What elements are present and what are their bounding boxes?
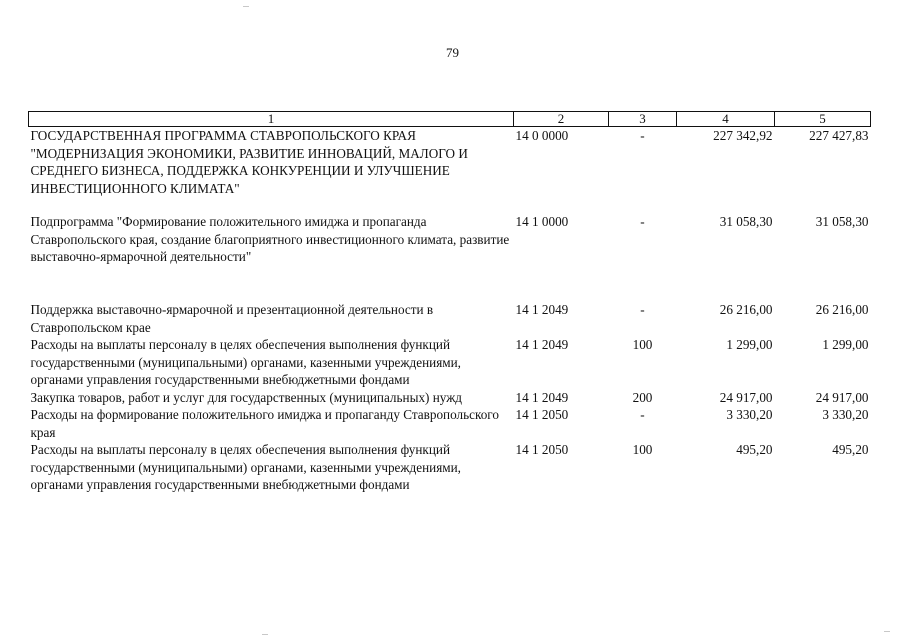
row-name: Расходы на формирование положительного имиджа и пропаганду Ставропольского края: [30, 407, 499, 440]
row-value-year2: 24 917,00: [815, 389, 869, 405]
col-header-4: 4: [677, 112, 775, 127]
table-row: [29, 127, 871, 214]
table-row: [29, 389, 871, 407]
row-expense-type: -: [640, 128, 645, 143]
table-row: [29, 441, 871, 494]
table-body: [29, 127, 871, 494]
row-value-year2: 495,20: [832, 442, 869, 457]
row-expense-type: 100: [632, 442, 653, 457]
row-name: Расходы на выплаты персоналу в целях обеспечения выполнения функций государственными (муниципальными) органами, казенными учреждениями, органами управления государственными внебюджетными фондами: [30, 337, 461, 387]
row-name: Расходы на выплаты персоналу в целях обеспечения выполнения функций государственными (муниципальными) органами, казенными учреждениями, органами управления государственными внебюджетными фондами: [30, 442, 461, 492]
row-value-year1: 26 216,00: [719, 302, 773, 317]
row-value-year1: 24 917,00: [719, 389, 773, 405]
row-value-year1: 227 342,92: [713, 128, 773, 143]
row-expense-type: 200: [632, 389, 653, 405]
page-number: 79: [446, 45, 459, 60]
row-code: 14 1 2049: [515, 337, 569, 352]
row-code: 14 1 0000: [515, 214, 569, 229]
row-name: Поддержка выставочно-ярмарочной и презентационной деятельности в Ставропольском крае: [30, 302, 434, 335]
col-header-3: 3: [609, 112, 677, 127]
header-row: [29, 112, 871, 127]
col-header-1: 1: [29, 112, 514, 127]
row-code: 14 1 2049: [515, 389, 569, 405]
row-value-year1: 1 299,00: [726, 337, 773, 352]
scan-mark: [262, 634, 268, 635]
budget-table: [28, 111, 871, 494]
col-header-2: 2: [514, 112, 609, 127]
table-row: [29, 213, 871, 301]
row-name: Закупка товаров, работ и услуг для государственных (муниципальных) нужд: [30, 389, 463, 405]
row-name: ГОСУДАРСТВЕННАЯ ПРОГРАММА СТАВРОПОЛЬСКОГО КРАЯ "МОДЕРНИЗАЦИЯ ЭКОНОМИКИ, РАЗВИТИЕ ИННОВАЦИЙ, МАЛОГО И СРЕДНЕГО БИЗНЕСА, ПОДДЕРЖКА КОНКУРЕНЦИИ И УЛУЧШЕНИЕ ИНВЕСТИЦИОННОГО КЛИМАТА": [30, 128, 468, 196]
row-value-year1: 3 330,20: [726, 407, 773, 422]
table-row: [29, 336, 871, 389]
table-row: [29, 406, 871, 441]
scan-mark: [884, 631, 890, 632]
row-value-year2: 26 216,00: [815, 302, 869, 317]
row-expense-type: -: [640, 214, 645, 229]
row-expense-type: -: [640, 407, 645, 422]
row-code: 14 1 2049: [515, 302, 569, 317]
row-value-year1: 31 058,30: [719, 214, 773, 229]
row-value-year1: 495,20: [736, 442, 773, 457]
row-code: 14 0 0000: [515, 128, 569, 143]
col-header-5: 5: [775, 112, 871, 127]
row-expense-type: -: [640, 302, 645, 317]
row-name: Подпрограмма "Формирование положительного имиджа и пропаганда Ставропольского края, создание благоприятного инвестиционного климата, развитие выставочно-ярмарочной деятельности": [30, 214, 510, 264]
row-expense-type: 100: [632, 337, 653, 352]
row-value-year2: 1 299,00: [822, 337, 869, 352]
row-value-year2: 227 427,83: [809, 128, 869, 143]
scan-mark: [243, 6, 249, 7]
row-value-year2: 31 058,30: [815, 214, 869, 229]
table-header: [29, 112, 871, 127]
table-row: [29, 301, 871, 336]
row-code: 14 1 2050: [515, 407, 569, 422]
row-code: 14 1 2050: [515, 442, 569, 457]
row-value-year2: 3 330,20: [822, 407, 869, 422]
